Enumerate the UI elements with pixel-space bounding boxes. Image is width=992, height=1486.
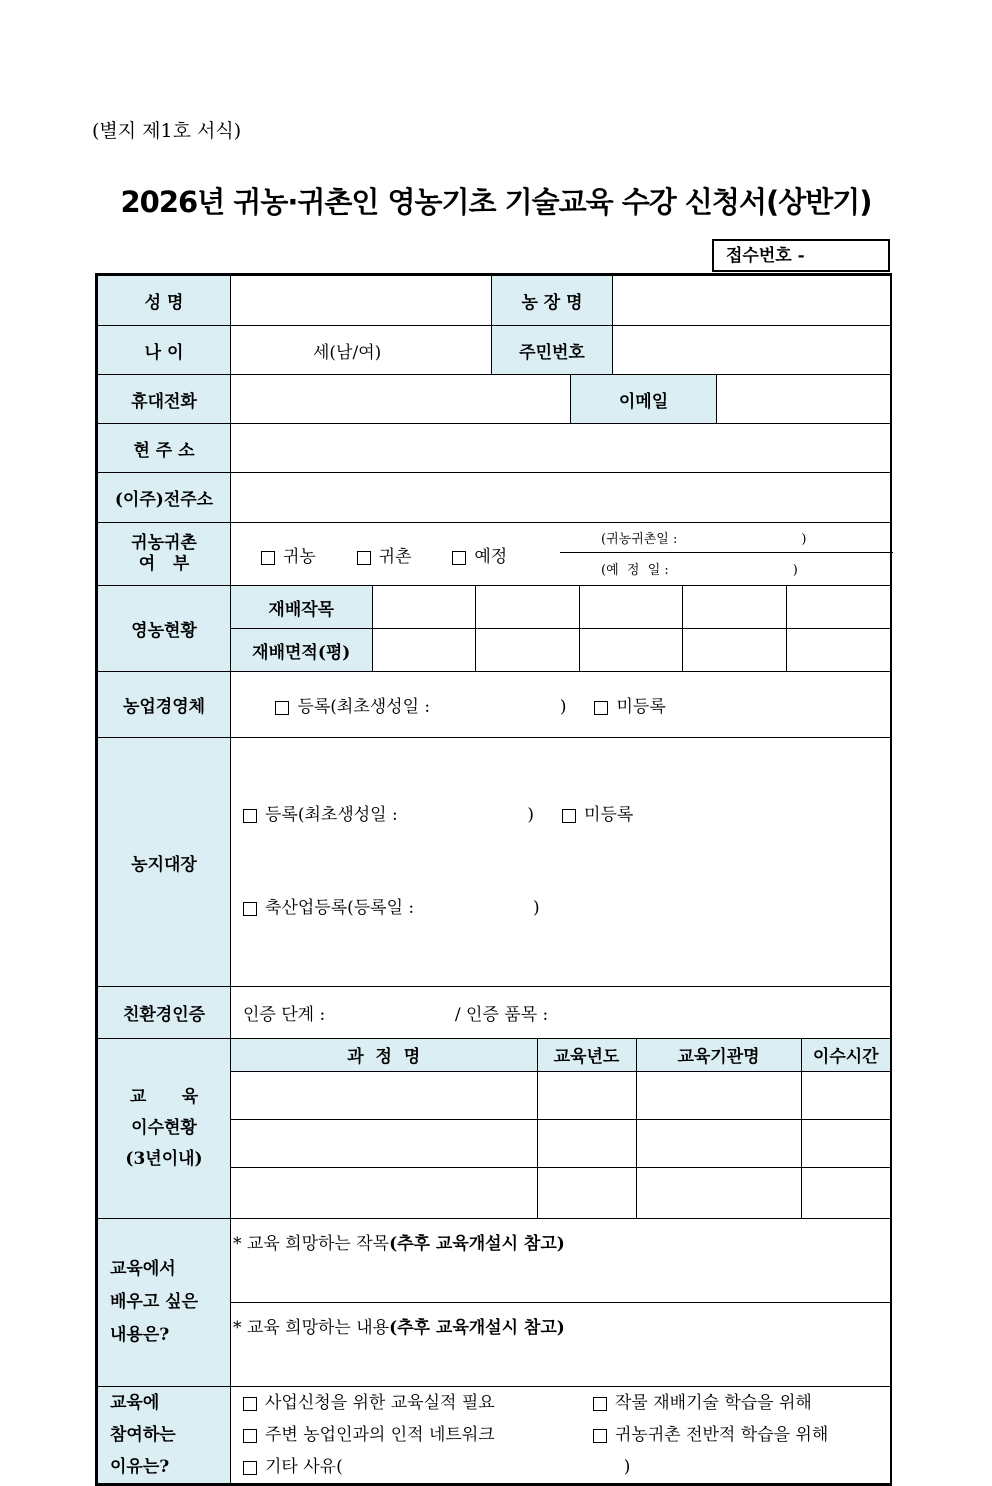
farmland-label: 농지대장 bbox=[98, 738, 231, 987]
farmland-cell bbox=[231, 738, 891, 987]
edu-row-3-year[interactable] bbox=[537, 1167, 636, 1218]
receipt-number-box: 접수번호 - bbox=[712, 239, 890, 272]
checkbox-planned[interactable] bbox=[452, 551, 466, 565]
edu-row-2-institution[interactable] bbox=[636, 1119, 801, 1167]
page-title: 2026년 귀농·귀촌인 영농기초 기술교육 수강 신청서(상반기) bbox=[120, 185, 872, 219]
reason-d-label: 귀농귀촌 전반적 학습을 위해 bbox=[615, 1425, 829, 1445]
age-label: 나 이 bbox=[98, 326, 231, 375]
area-cell-5[interactable] bbox=[786, 629, 890, 671]
farm-entity-cell bbox=[231, 672, 891, 738]
checkbox-reason-b[interactable] bbox=[593, 1397, 607, 1411]
edu-history-label-line3: (3년이내) bbox=[125, 1149, 203, 1169]
edu-history-label bbox=[98, 1039, 231, 1219]
farmland-line-2 bbox=[243, 893, 890, 924]
checkbox-reason-d[interactable] bbox=[593, 1429, 607, 1443]
reason-line-1 bbox=[243, 1387, 890, 1419]
edu-row-1-institution[interactable] bbox=[636, 1071, 801, 1119]
reason-label-line2: 참여하는 bbox=[110, 1425, 176, 1445]
want-content-field[interactable] bbox=[231, 1303, 891, 1387]
edu-year-header: 교육년도 bbox=[537, 1039, 636, 1071]
reason-a-label: 사업신청을 위한 교육실적 필요 bbox=[265, 1393, 495, 1413]
area-cell-4[interactable] bbox=[683, 629, 787, 671]
want-learn-label-line3: 내용은? bbox=[110, 1325, 170, 1345]
want-crop-note: (추후 교육개설시 참고) bbox=[389, 1234, 565, 1254]
crop-cell-2[interactable] bbox=[476, 586, 580, 628]
name-label: 성 명 bbox=[98, 276, 231, 326]
area-label: 재배면적(평) bbox=[231, 629, 372, 671]
eco-cert-field[interactable]: 인증 단계 : / 인증 품목 : bbox=[231, 987, 891, 1039]
crop-cell-4[interactable] bbox=[683, 586, 787, 628]
age-field[interactable]: 세(남/여) bbox=[231, 326, 492, 375]
return-type-cell bbox=[231, 523, 891, 586]
farming-area-row bbox=[231, 629, 891, 672]
return-type-options bbox=[261, 542, 507, 567]
email-field[interactable] bbox=[717, 375, 891, 424]
area-cell-1[interactable] bbox=[372, 629, 476, 671]
edu-history-label-line2: 이수현황 bbox=[131, 1118, 197, 1138]
farm-name-label: 농 장 명 bbox=[492, 276, 613, 326]
reason-label bbox=[98, 1387, 231, 1484]
entity-unregistered-label: 미등록 bbox=[616, 697, 666, 717]
edu-row-3-institution[interactable] bbox=[636, 1167, 801, 1218]
hours-header: 이수시간 bbox=[801, 1039, 890, 1071]
farmland-line-1 bbox=[243, 800, 890, 831]
want-content-text: * 교육 희망하는 내용 bbox=[233, 1318, 390, 1338]
crop-cell-1[interactable] bbox=[372, 586, 476, 628]
edu-row-1-year[interactable] bbox=[537, 1071, 636, 1119]
return-type-label-line1: 귀농귀촌 bbox=[131, 533, 197, 553]
area-cell-2[interactable] bbox=[476, 629, 580, 671]
checkbox-reason-e[interactable] bbox=[243, 1461, 257, 1475]
want-learn-label bbox=[98, 1219, 231, 1387]
edu-row-2-year[interactable] bbox=[537, 1119, 636, 1167]
checkbox-reason-c[interactable] bbox=[243, 1429, 257, 1443]
entity-registered-label: 등록(최초생성일 : ) bbox=[297, 697, 567, 717]
want-crop-text: * 교육 희망하는 작목 bbox=[233, 1234, 390, 1254]
opt-village-label: 귀촌 bbox=[378, 547, 412, 567]
opt-farm-label: 귀농 bbox=[283, 547, 316, 567]
course-header: 과 정 명 bbox=[231, 1039, 537, 1071]
planned-date-field[interactable]: (예 정 일 : ) bbox=[601, 563, 798, 578]
application-form bbox=[95, 273, 892, 1486]
edu-row-2-hours[interactable] bbox=[801, 1119, 890, 1167]
prev-address-label: (이주)전주소 bbox=[98, 473, 231, 523]
opt-planned-label: 예정 bbox=[474, 547, 508, 567]
land-unregistered-label: 미등록 bbox=[584, 805, 634, 825]
date-divider bbox=[560, 552, 893, 553]
return-type-label bbox=[98, 523, 231, 586]
reason-line-3 bbox=[243, 1451, 890, 1483]
crop-cell-5[interactable] bbox=[786, 586, 890, 628]
crop-cell-3[interactable] bbox=[579, 586, 683, 628]
want-content-note: (추후 교육개설시 참고) bbox=[389, 1318, 565, 1338]
farming-crop-row bbox=[231, 586, 891, 629]
want-learn-label-line2: 배우고 싶은 bbox=[110, 1292, 199, 1312]
reason-line-2 bbox=[243, 1419, 890, 1451]
edu-row-3-hours[interactable] bbox=[801, 1167, 890, 1218]
reason-c-label: 주변 농업인과의 인적 네트워크 bbox=[265, 1425, 495, 1445]
checkbox-village[interactable] bbox=[357, 551, 371, 565]
rrn-field[interactable] bbox=[613, 326, 891, 375]
form-number: (별지 제1호 서식) bbox=[92, 120, 242, 142]
checkbox-land-registered[interactable] bbox=[243, 809, 257, 823]
address-field[interactable] bbox=[231, 424, 891, 473]
name-field[interactable] bbox=[231, 276, 492, 326]
checkbox-reason-a[interactable] bbox=[243, 1397, 257, 1411]
phone-field[interactable] bbox=[231, 375, 571, 424]
address-label: 현 주 소 bbox=[98, 424, 231, 473]
institution-header: 교육기관명 bbox=[636, 1039, 801, 1071]
want-crop-field[interactable] bbox=[231, 1219, 891, 1303]
crop-label: 재배작목 bbox=[231, 586, 372, 628]
reason-e-label: 기타 사유( ) bbox=[265, 1457, 631, 1477]
checkbox-entity-unregistered[interactable] bbox=[594, 701, 608, 715]
farm-entity-label: 농업경영체 bbox=[98, 672, 231, 738]
reason-label-line1: 교육에 bbox=[110, 1393, 160, 1413]
farming-status-label: 영농현황 bbox=[98, 586, 231, 672]
checkbox-livestock[interactable] bbox=[243, 902, 257, 916]
return-type-label-line2: 여 부 bbox=[138, 554, 190, 574]
checkbox-entity-registered[interactable] bbox=[275, 701, 289, 715]
land-registered-label: 등록(최초생성일 : ) bbox=[265, 805, 535, 825]
reason-cell bbox=[231, 1387, 891, 1484]
prev-address-field[interactable] bbox=[231, 473, 891, 523]
email-label: 이메일 bbox=[571, 375, 717, 424]
rrn-label: 주민번호 bbox=[492, 326, 613, 375]
eco-cert-label: 친환경인증 bbox=[98, 987, 231, 1039]
edu-row-3-course[interactable] bbox=[231, 1167, 537, 1218]
want-learn-label-line1: 교육에서 bbox=[110, 1259, 176, 1279]
edu-row-1-course[interactable] bbox=[231, 1071, 537, 1119]
edu-history-label-line1: 교 육 bbox=[129, 1087, 199, 1107]
edu-row-1-hours[interactable] bbox=[801, 1071, 890, 1119]
reason-b-label: 작물 재배기술 학습을 위해 bbox=[615, 1393, 812, 1413]
phone-label: 휴대전화 bbox=[98, 375, 231, 424]
checkbox-farm[interactable] bbox=[261, 551, 275, 565]
checkbox-land-unregistered[interactable] bbox=[562, 809, 576, 823]
return-date-field[interactable]: (귀농귀촌일 : ) bbox=[601, 532, 807, 547]
livestock-label: 축산업등록(등록일 : ) bbox=[265, 898, 540, 918]
reason-label-line3: 이유는? bbox=[110, 1457, 170, 1477]
edu-row-2-course[interactable] bbox=[231, 1119, 537, 1167]
area-cell-3[interactable] bbox=[579, 629, 683, 671]
edu-history-table bbox=[231, 1039, 891, 1219]
farm-name-field[interactable] bbox=[613, 276, 891, 326]
